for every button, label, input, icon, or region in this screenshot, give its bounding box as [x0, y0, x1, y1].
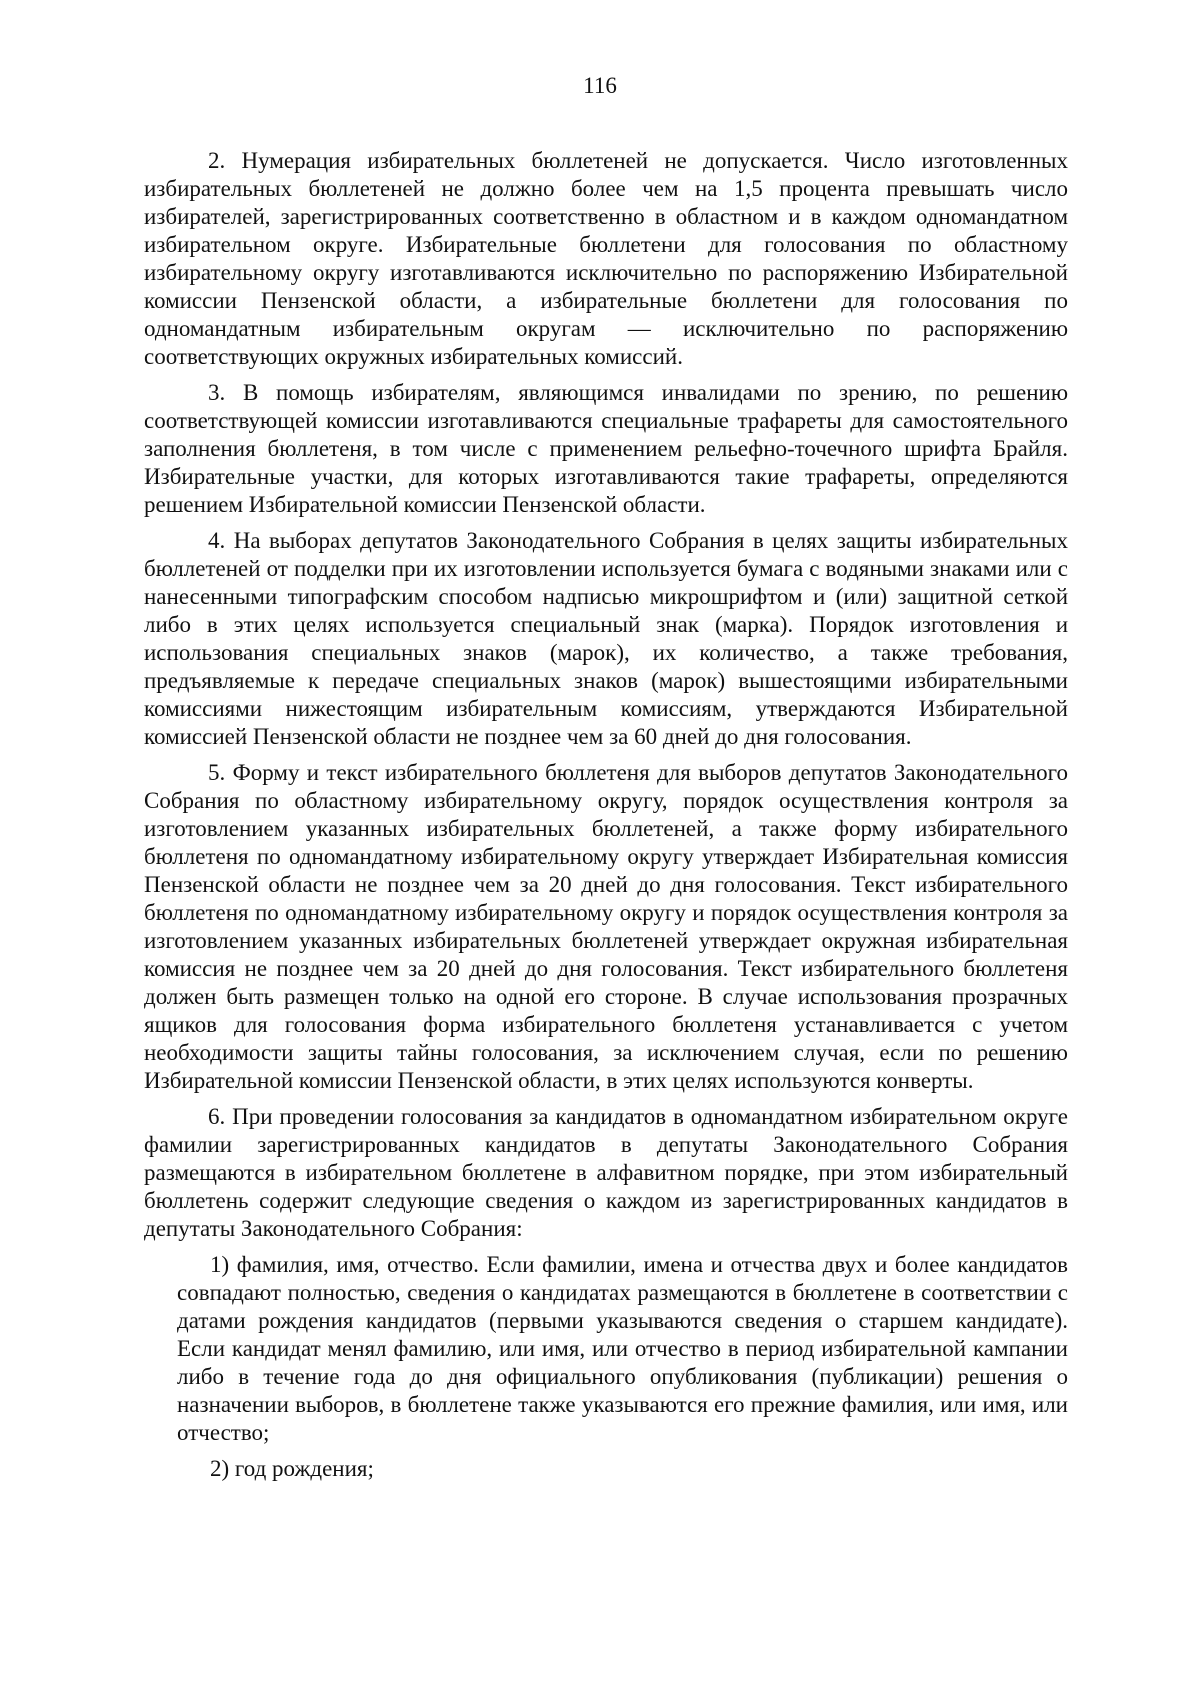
- paragraph-4: 4. На выборах депутатов Законодательного Собрания в целях защиты избирательных бюллетеней от подделки при их изготовлении используется бумага с водяными знаками или с нанесенными типографским способом надписью микрошрифтом и (или) защитной сеткой либо в этих целях используется специальный знак (марка). Порядок изготовления и использования специальных знаков (марок), их количество, а также требования, предъявляемые к передаче специальных знаков (марок) вышестоящими избирательными комиссиями нижестоящим избирательным комиссиям, утверждаются Избирательной комиссией Пензенской области не позднее чем за 60 дней до дня голосования.: [144, 528, 1068, 749]
- paragraph-5: 5. Форму и текст избирательного бюллетеня для выборов депутатов Законодательного Собрания по областному избирательному округу, порядок осуществления контроля за изготовлением указанных избирательных бюллетеней, а также форму избирательного бюллетеня по одномандатному избирательному округу утверждает Избирательная комиссия Пензенской области не позднее чем за 20 дней до дня голосования. Текст избирательного бюллетеня по одномандатному избирательному округу и порядок осуществления контроля за изготовлением указанных избирательных бюллетеней утверждает окружная избирательная комиссия не позднее чем за 20 дней до дня голосования. Текст избирательного бюллетеня должен быть размещен только на одной его стороне. В случае использования прозрачных ящиков для голосования форма избирательного бюллетеня устанавливается с учетом необходимости защиты тайны голосования, за исключением случая, если по решению Избирательной комиссии Пензенской области, в этих целях используются конверты.: [144, 760, 1068, 1093]
- paragraph-6: 6. При проведении голосования за кандидатов в одномандатном избирательном округе фамилии зарегистрированных кандидатов в депутаты Законодательного Собрания размещаются в избирательном бюллетене в алфавитном порядке, при этом избирательный бюллетень содержит следующие сведения о каждом из зарегистрированных кандидатов в депутаты Законодательного Собрания:: [144, 1104, 1068, 1241]
- page-number: 116: [583, 73, 617, 98]
- paragraph-3: 3. В помощь избирателям, являющимся инвалидами по зрению, по решению соответствующей комиссии изготавливаются специальные трафареты для самостоятельного заполнения бюллетеня, в том числе с применением рельефно-точечного шрифта Брайля. Избирательные участки, для которых изготавливаются такие трафареты, определяются решением Избирательной комиссии Пензенской области.: [144, 380, 1068, 517]
- subitem-2: 2) год рождения;: [210, 1456, 374, 1481]
- paragraph-2: 2. Нумерация избирательных бюллетеней не допускается. Число изготовленных избирательных бюллетеней не должно более чем на 1,5 процента превышать число избирателей, зарегистрированных соответственно в областном и в каждом одномандатном избирательном округе. Избирательные бюллетени для голосования по областному избирательному округу изготавливаются исключительно по распоряжению Избирательной комиссии Пензенской области, а избирательные бюллетени для голосования по одномандатным избирательным округам — исключительно по распоряжению соответствующих окружных избирательных комиссий.: [144, 148, 1068, 369]
- subitem-1: 1) фамилия, имя, отчество. Если фамилии, имена и отчества двух и более кандидатов совпадают полностью, сведения о кандидатах размещаются в бюллетене в соответствии с датами рождения кандидатов (первыми указываются сведения о старшем кандидате). Если кандидат менял фамилию, или имя, или отчество в период избирательной кампании либо в течение года до дня официального опубликования (публикации) решения о назначении выборов, в бюллетене также указываются его прежние фамилия, или имя, или отчество;: [177, 1252, 1068, 1445]
- document-body: [144, 147, 1068, 1491]
